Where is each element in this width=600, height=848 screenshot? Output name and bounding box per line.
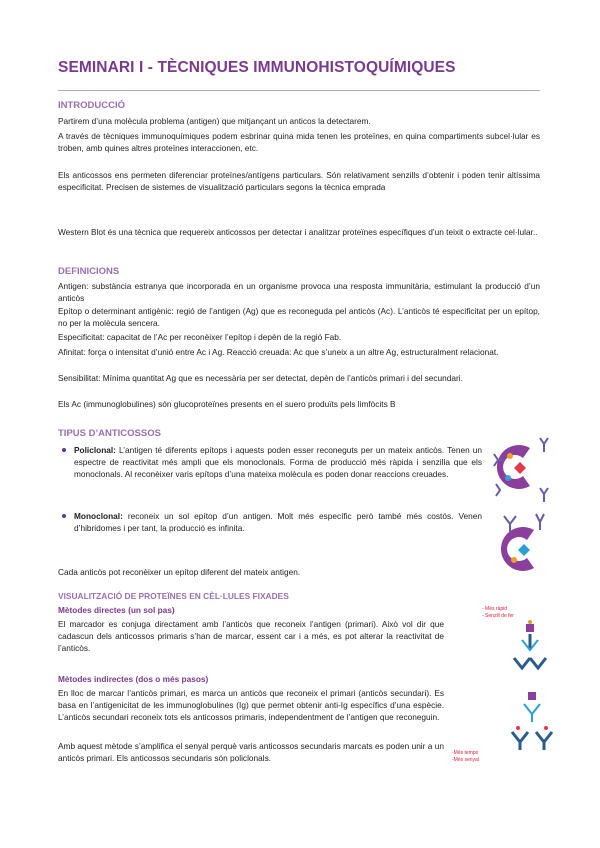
intro-paragraph-3: Els anticossos ens permeten diferenciar proteïnes/antígens particulars. Són relativament senzills d’obtenir i poden tenir altíssima especificitat. Precisen de sistemes de visualització particulars segons la tècnica emprada [58,170,540,193]
intro-paragraph-4: Western Blot és una tècnica que requereix anticossos per detectar i analitzar proteïnes específiques d’un teixit o extracte cel·lular.. [58,227,538,237]
definition-especificitat: Especificitat: capacitat de l’Ac per reconèixer l’epítop i depèn de la regió Fab. [58,332,342,342]
bullet-dot [62,514,66,518]
indirect-legend-item-2: -Més senyal [452,757,479,763]
indirect-methods-text-2: Amb aquest mètode s’amplifica el senyal perquè varis anticossos secundaris marcats es poden unir a un anticòs primari. Els anticossos secundaris són policlonals. [58,741,444,764]
heading-tipus-anticossos: TIPUS D’ANTICOSSOS [58,428,161,439]
direct-legend [482,606,514,620]
policlonal-text: L’antigen té diferents epítops i aquests poden esser reconeguts per un mateix anticòs. Tenen un espectre de reactivitat més ampli que els monoclonals. Forma de producció més ràpida i senzilla que els monoclonals. Al reconèixer varis epítops d’una mateixa molècula es poden donar reaccions creuades. [74,445,482,480]
definition-epitop: Epítop o determinant antigènic: regió de l’antigen (Ag) que es reconeguda pel anticòs (Ac). L’anticòs té especificitat per un epítop, no per la molècula sencera. [58,306,540,329]
polyclonal-illustration [490,432,554,504]
heading-introduccio: INTRODUCCIÓ [58,100,126,111]
intro-paragraph-1: Partirem d’una molècula problema (antigen) que mitjançant un anticos la detectarem. [58,116,371,126]
definition-antigen: Antigen: substància estranya que incorporada en un organisme provoca una resposta immunitària, estimulant la producció d’un anticòs [58,281,540,304]
direct-legend-item-2: - Senzill de fer [482,613,514,619]
policlonal-label: Policlonal: [74,445,116,455]
direct-method-illustration [508,620,552,676]
indirect-legend-item-1: -Més temps [452,750,479,756]
indirect-method-illustration [508,688,556,750]
indirect-methods-text-1: En lloc de marcar l’anticòs primari, es marca un anticòs que reconeix el primari (anticòs secundari). Es basa en l’antigenicitat de les immunoglobulines (Ig) que permet obtenir anti-Ig específics d’una espècie. L’anticòs secundari reconeix tots els anticossos primaris, independentment de l’antigen que reconeguin. [58,688,444,723]
title-divider [58,90,540,91]
heading-metodes-directes: Mètodes directes (un sol pas) [58,605,175,615]
bullet-monoclonal [74,510,482,534]
direct-methods-text: El marcador es conjuga directament amb l’anticòs que reconeix l’antigen (primari). Això vol dir que cadascun dels anticossos primaris s’han de marcar, essent car i a més, es pot alterar la reactivitat de l’anticòs. [58,619,444,654]
definition-ac: Els Ac (immunoglobulines) són glucoproteïnes presents en el suero produïts pels limfòcits B [58,399,396,409]
definition-afinitat: Afinitat: força o intensitat d’unió entre Ac i Ag. Reacció creuada: Ac que s’uneix a un altre Ag, estructuralment relacionat. [58,347,499,357]
bullet-policlonal [74,444,482,481]
monoclonal-label: Monoclonal: [74,511,123,521]
monoclonal-text: reconeix un sol epítop d’un antigen. Molt més específic però també més costós. Venen d’hibridomes i per tant, la producció es infinita. [74,511,482,534]
heading-visualitzacio: VISUALITZACIÓ DE PROTEÏNES EN CÈL·LULES FIXADES [58,591,289,601]
document-title: SEMINARI I - TÈCNIQUES IMMUNOHISTOQUÍMIQUES [58,59,456,76]
definition-sensibilitat: Sensibilitat: Mínima quantitat Ag que es necessària per ser detectat, depèn de l’anticòs primari i del secundari. [58,373,463,383]
monoclonal-illustration [494,512,556,586]
indirect-legend [452,750,479,764]
bullet-dot [62,448,66,452]
heading-metodes-indirectes: Mètodes indirectes (dos o més pasos) [58,674,209,684]
direct-legend-item-1: - Més ràpid [482,606,508,612]
intro-paragraph-2: A través de tècniques immunoquímiques podem esbrinar quina mida tenen les proteïnes, en quina compartiments subcel·lular es troben, amb quines altres proteïnes interaccionen, etc. [58,131,540,154]
epitope-note: Cada anticòs pot reconèixer un epítop diferent del mateix antigen. [58,567,301,577]
heading-definicions: DEFINICIONS [58,266,120,277]
